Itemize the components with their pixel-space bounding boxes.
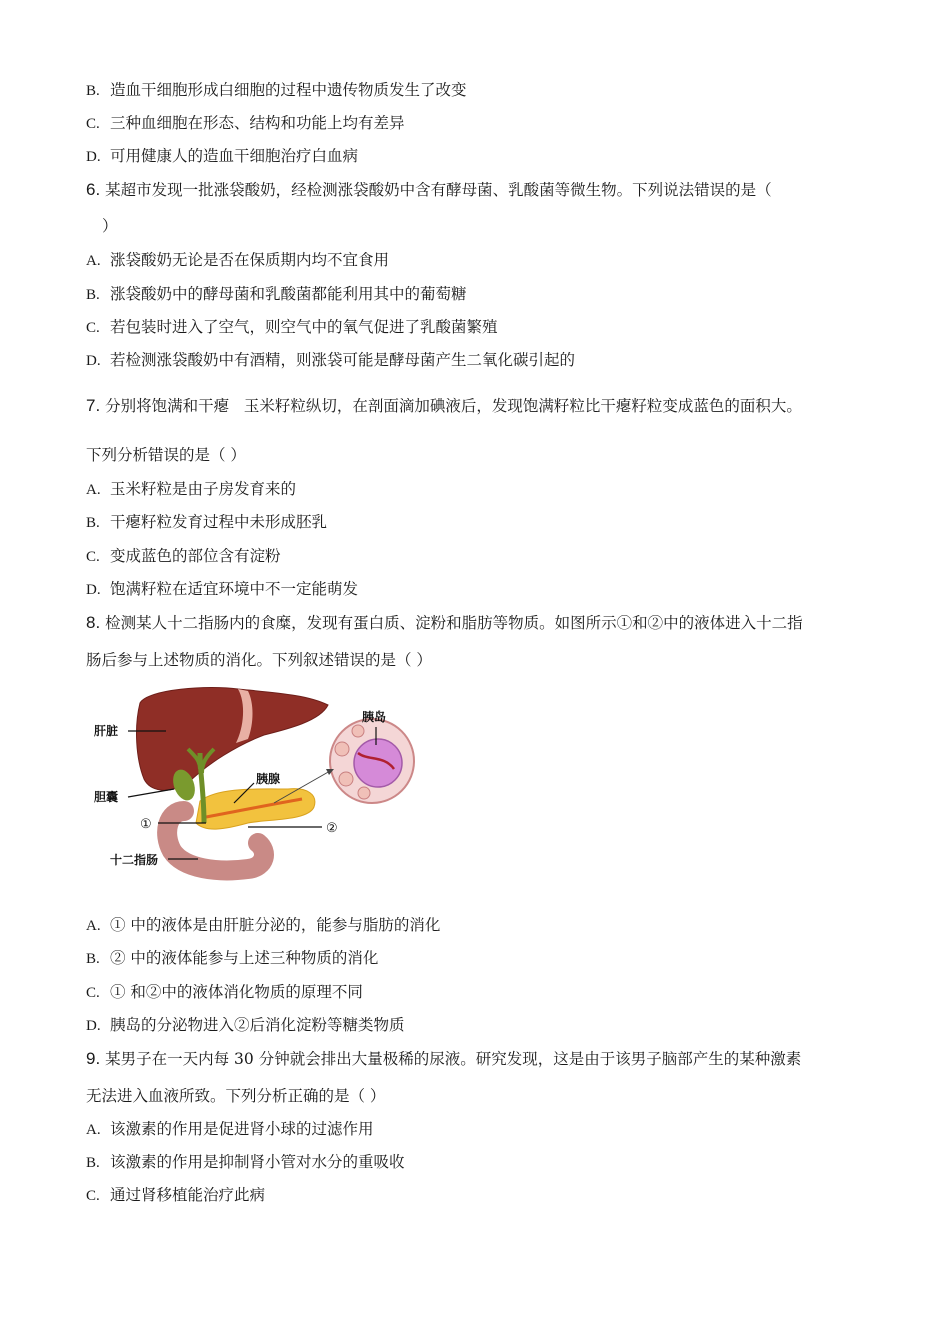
gallbladder-label: 胆囊 xyxy=(94,790,119,804)
option-letter: B. xyxy=(86,515,100,531)
option-letter: A. xyxy=(86,918,101,934)
option-letter: C. xyxy=(86,985,100,1001)
q6-option-c xyxy=(86,317,498,338)
liver-shape xyxy=(137,688,328,791)
acinus-3 xyxy=(358,787,370,799)
option-letter: A. xyxy=(86,253,101,269)
duodenum-label: 十二指肠 xyxy=(110,853,159,867)
option-text: 若检测涨袋酸奶中有酒精，则涨袋可能是酵母菌产生二氧化碳引起的 xyxy=(110,351,576,369)
option-text: 变成蓝色的部位含有淀粉 xyxy=(110,547,281,565)
option-text: 涨袋酸奶无论是否在保质期内均不宜食用 xyxy=(110,251,390,269)
q7-stem-line2: 下列分析错误的是（ ） xyxy=(86,446,246,464)
q9-stem xyxy=(86,1049,801,1069)
q6-stem xyxy=(86,180,772,200)
q7-option-b xyxy=(86,512,327,533)
q7-option-c xyxy=(86,546,281,567)
q6-stem-line2: ） xyxy=(102,217,118,235)
q5-option-b xyxy=(86,80,467,101)
q8-option-c xyxy=(86,982,363,1003)
question-number: 9. xyxy=(86,1049,101,1068)
q8-option-a xyxy=(86,915,440,936)
q8-stem-line2: 肠后参与上述物质的消化。下列叙述错误的是（ ） xyxy=(86,651,432,669)
question-stem-line1: 检测某人十二指肠内的食糜，发现有蛋白质、淀粉和脂肪等物质。如图所示①和②中的液体进入十二指 xyxy=(105,614,803,632)
islet-core xyxy=(354,739,402,787)
option-letter: C. xyxy=(86,549,100,565)
option-letter: D. xyxy=(86,1018,101,1034)
option-letter: C. xyxy=(86,320,100,336)
question-stem-line1: 分别将饱满和干瘪 玉米籽粒纵切，在剖面滴加碘液后，发现饱满籽粒比干瘪籽粒变成蓝色的面积大。 xyxy=(105,397,802,415)
q9-option-b xyxy=(86,1152,405,1173)
option-letter: B. xyxy=(86,83,100,99)
q7-option-d xyxy=(86,579,358,600)
option-letter: B. xyxy=(86,287,100,303)
option-text: ② 中的液体能参与上述三种物质的消化 xyxy=(110,949,379,967)
mark-1-label: ① xyxy=(140,817,152,832)
option-text: 玉米籽粒是由子房发育来的 xyxy=(110,480,297,498)
option-text: 该激素的作用是促进肾小球的过滤作用 xyxy=(110,1120,374,1138)
option-text: 该激素的作用是抑制肾小管对水分的重吸收 xyxy=(110,1153,405,1171)
q9-stem-line2: 无法进入血液所致。下列分析正确的是（ ） xyxy=(86,1087,386,1105)
question-number: 7. xyxy=(86,396,101,415)
q8-option-b xyxy=(86,948,378,969)
q9-option-c xyxy=(86,1185,265,1206)
option-letter: D. xyxy=(86,582,101,598)
islet-label: 胰岛 xyxy=(362,710,387,724)
q7-stem xyxy=(86,396,802,416)
digestive-organs-figure xyxy=(88,683,434,881)
q8-stem xyxy=(86,613,803,633)
q9-option-a xyxy=(86,1119,374,1140)
question-stem-line1: 某男子在一天内每 30 分钟就会排出大量极稀的尿液。研究发现，这是由于该男子脑部产生的某种激素 xyxy=(105,1050,802,1068)
option-text: 若包装时进入了空气，则空气中的氧气促进了乳酸菌繁殖 xyxy=(110,318,498,336)
option-text: 通过肾移植能治疗此病 xyxy=(110,1186,266,1204)
option-text: 三种血细胞在形态、结构和功能上均有差异 xyxy=(110,114,405,132)
option-letter: A. xyxy=(86,1122,101,1138)
q5-option-d xyxy=(86,146,358,167)
question-number: 8. xyxy=(86,613,101,632)
q6-option-d xyxy=(86,350,575,371)
q7-option-a xyxy=(86,479,296,500)
option-text: ① 和②中的液体消化物质的原理不同 xyxy=(110,983,363,1001)
question-number: 6. xyxy=(86,180,101,199)
acinus-4 xyxy=(352,725,364,737)
option-letter: C. xyxy=(86,1188,100,1204)
option-text: 造血干细胞形成白细胞的过程中遗传物质发生了改变 xyxy=(110,81,467,99)
liver-label: 肝脏 xyxy=(94,724,119,738)
pancreas-label: 胰腺 xyxy=(256,772,281,786)
option-text: 干瘪籽粒发育过程中未形成胚乳 xyxy=(110,513,328,531)
option-letter: D. xyxy=(86,353,101,369)
option-letter: D. xyxy=(86,149,101,165)
mark-2-label: ② xyxy=(326,821,338,836)
option-text: 涨袋酸奶中的酵母菌和乳酸菌都能利用其中的葡萄糖 xyxy=(110,285,467,303)
q6-option-b xyxy=(86,284,467,305)
option-text: 饱满籽粒在适宜环境中不一定能萌发 xyxy=(110,580,359,598)
option-letter: C. xyxy=(86,116,100,132)
q6-option-a xyxy=(86,250,389,271)
option-text: ① 中的液体是由肝脏分泌的，能参与脂肪的消化 xyxy=(110,916,441,934)
question-stem-line1: 某超市发现一批涨袋酸奶，经检测涨袋酸奶中含有酵母菌、乳酸菌等微生物。下列说法错误的是（ xyxy=(105,181,772,199)
q8-option-d xyxy=(86,1015,405,1036)
q5-option-c xyxy=(86,113,405,134)
option-letter: B. xyxy=(86,1155,100,1171)
option-text: 可用健康人的造血干细胞治疗白血病 xyxy=(110,147,359,165)
acinus-1 xyxy=(335,742,349,756)
option-letter: A. xyxy=(86,482,101,498)
option-text: 胰岛的分泌物进入②后消化淀粉等糖类物质 xyxy=(110,1016,405,1034)
option-letter: B. xyxy=(86,951,100,967)
gallbladder-label-line xyxy=(128,789,174,797)
acinus-2 xyxy=(339,772,353,786)
